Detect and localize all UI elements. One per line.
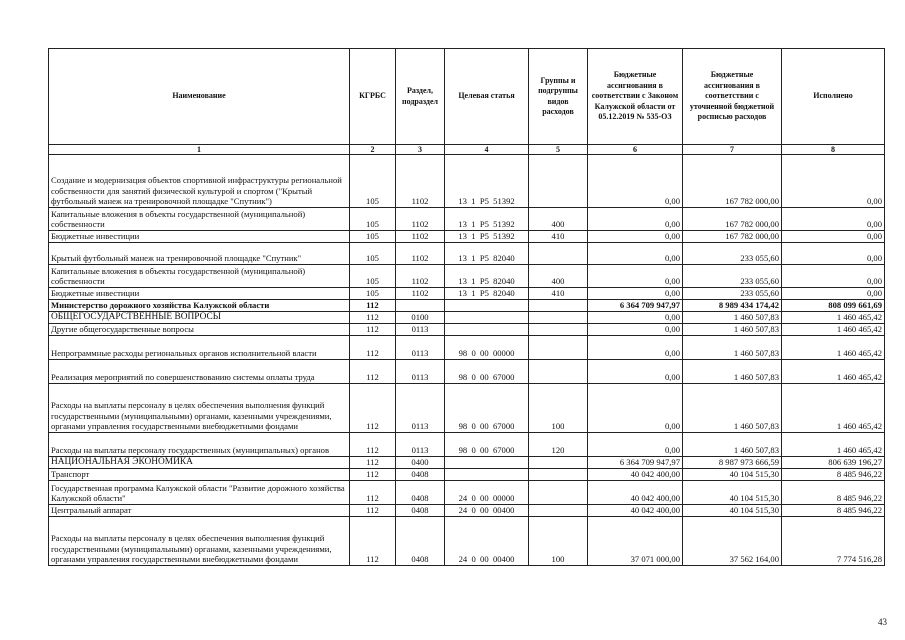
col-number: 2 (350, 145, 396, 155)
cell-target-article: 98 0 00 67000 (445, 360, 529, 384)
cell-razdel: 1102 (396, 288, 445, 300)
cell-name: Транспорт (49, 469, 350, 481)
col-number: 8 (782, 145, 885, 155)
cell-law-amount: 6 364 709 947,97 (588, 300, 683, 312)
cell-kgrbs: 105 (350, 231, 396, 243)
table-row (49, 481, 885, 505)
cell-kgrbs: 105 (350, 288, 396, 300)
cell-executed-amount: 8 485 946,22 (782, 505, 885, 517)
cell-executed-amount: 0,00 (782, 208, 885, 231)
cell-expense-type: 120 (529, 433, 588, 457)
cell-razdel: 0113 (396, 336, 445, 360)
cell-law-amount: 6 364 709 947,97 (588, 457, 683, 469)
cell-kgrbs: 105 (350, 265, 396, 288)
cell-target-article (445, 469, 529, 481)
cell-razdel: 0408 (396, 505, 445, 517)
cell-plan-amount: 1 460 507,83 (683, 433, 782, 457)
cell-razdel: 1102 (396, 208, 445, 231)
cell-plan-amount: 40 104 515,30 (683, 505, 782, 517)
cell-razdel: 0113 (396, 324, 445, 336)
cell-kgrbs: 112 (350, 433, 396, 457)
cell-plan-amount: 233 055,60 (683, 243, 782, 265)
page-number: 43 (878, 617, 887, 627)
column-number-row (49, 145, 885, 155)
cell-razdel: 0113 (396, 360, 445, 384)
cell-expense-type (529, 360, 588, 384)
col-number: 7 (683, 145, 782, 155)
cell-law-amount: 0,00 (588, 384, 683, 433)
cell-executed-amount: 0,00 (782, 265, 885, 288)
cell-law-amount: 40 042 400,00 (588, 469, 683, 481)
cell-executed-amount: 0,00 (782, 155, 885, 208)
cell-executed-amount: 1 460 465,42 (782, 384, 885, 433)
table-row (49, 288, 885, 300)
cell-razdel: 0113 (396, 433, 445, 457)
cell-plan-amount: 8 987 973 666,59 (683, 457, 782, 469)
cell-name: Расходы на выплаты персоналу в целях обеспечения выполнения функций государственными (муниципальными) органами, казенными учреждениями, органами управления государственными внебюджетными фондами (49, 384, 350, 433)
cell-executed-amount: 1 460 465,42 (782, 336, 885, 360)
cell-razdel (396, 300, 445, 312)
cell-kgrbs: 105 (350, 155, 396, 208)
table-row (49, 265, 885, 288)
cell-plan-amount: 37 562 164,00 (683, 517, 782, 566)
cell-plan-amount: 40 104 515,30 (683, 481, 782, 505)
cell-kgrbs: 112 (350, 360, 396, 384)
cell-expense-type: 400 (529, 265, 588, 288)
cell-executed-amount: 0,00 (782, 231, 885, 243)
cell-name: НАЦИОНАЛЬНАЯ ЭКОНОМИКА (49, 457, 350, 469)
col-header-name: Наименование (49, 49, 350, 145)
cell-target-article: 24 0 00 00400 (445, 505, 529, 517)
cell-name: Расходы на выплаты персоналу государственных (муниципальных) органов (49, 433, 350, 457)
cell-target-article: 13 1 P5 51392 (445, 155, 529, 208)
col-header-plan: Бюджетные ассигнования в соответствии с уточненной бюджетной росписью расходов (683, 49, 782, 145)
cell-law-amount: 0,00 (588, 265, 683, 288)
cell-plan-amount: 167 782 000,00 (683, 155, 782, 208)
cell-plan-amount: 167 782 000,00 (683, 208, 782, 231)
cell-target-article: 13 1 P5 82040 (445, 243, 529, 265)
cell-name: Министерство дорожного хозяйства Калужской области (49, 300, 350, 312)
cell-executed-amount: 808 099 661,69 (782, 300, 885, 312)
cell-law-amount: 37 071 000,00 (588, 517, 683, 566)
cell-plan-amount: 1 460 507,83 (683, 384, 782, 433)
cell-expense-type (529, 505, 588, 517)
cell-kgrbs: 112 (350, 481, 396, 505)
cell-target-article (445, 457, 529, 469)
col-header-tsel: Целевая статья (445, 49, 529, 145)
cell-executed-amount: 1 460 465,42 (782, 324, 885, 336)
cell-executed-amount: 0,00 (782, 243, 885, 265)
cell-razdel: 1102 (396, 231, 445, 243)
cell-kgrbs: 112 (350, 517, 396, 566)
cell-law-amount: 0,00 (588, 312, 683, 324)
cell-name: Создание и модернизация объектов спортивной инфраструктуры региональной собственности для занятий физической культурой и спортом ("Крытый футбольный манеж на тренировочной площадке "Спутник") (49, 155, 350, 208)
cell-executed-amount: 0,00 (782, 288, 885, 300)
cell-expense-type: 100 (529, 517, 588, 566)
cell-plan-amount: 233 055,60 (683, 288, 782, 300)
cell-target-article: 98 0 00 00000 (445, 336, 529, 360)
cell-target-article (445, 312, 529, 324)
cell-executed-amount: 1 460 465,42 (782, 433, 885, 457)
cell-law-amount: 0,00 (588, 360, 683, 384)
table-row (49, 384, 885, 433)
cell-law-amount: 40 042 400,00 (588, 505, 683, 517)
cell-law-amount: 0,00 (588, 243, 683, 265)
table-row (49, 243, 885, 265)
cell-kgrbs: 112 (350, 312, 396, 324)
cell-law-amount: 40 042 400,00 (588, 481, 683, 505)
table-row (49, 312, 885, 324)
table-row (49, 469, 885, 481)
table-row (49, 208, 885, 231)
cell-razdel: 0113 (396, 384, 445, 433)
cell-target-article: 13 1 P5 51392 (445, 208, 529, 231)
cell-name: Государственная программа Калужской области "Развитие дорожного хозяйства Калужской области" (49, 481, 350, 505)
col-number: 4 (445, 145, 529, 155)
cell-target-article (445, 300, 529, 312)
cell-plan-amount: 1 460 507,83 (683, 336, 782, 360)
table-row (49, 457, 885, 469)
cell-target-article: 24 0 00 00400 (445, 517, 529, 566)
col-number: 3 (396, 145, 445, 155)
cell-plan-amount: 40 104 515,30 (683, 469, 782, 481)
col-header-law: Бюджетные ассигнования в соответствии с Законом Калужской области от 05.12.2019 № 535-ОЗ (588, 49, 683, 145)
cell-plan-amount: 1 460 507,83 (683, 360, 782, 384)
col-header-done: Исполнено (782, 49, 885, 145)
cell-razdel: 1102 (396, 155, 445, 208)
cell-expense-type (529, 324, 588, 336)
cell-executed-amount: 8 485 946,22 (782, 469, 885, 481)
cell-kgrbs: 105 (350, 208, 396, 231)
cell-expense-type: 400 (529, 208, 588, 231)
cell-executed-amount: 806 639 196,27 (782, 457, 885, 469)
table-row (49, 300, 885, 312)
cell-target-article: 13 1 P5 82040 (445, 288, 529, 300)
cell-name: Расходы на выплаты персоналу в целях обеспечения выполнения функций государственными (муниципальными) органами, казенными учреждениями, органами управления государственными внебюджетными фондами (49, 517, 350, 566)
cell-expense-type (529, 469, 588, 481)
cell-target-article: 98 0 00 67000 (445, 433, 529, 457)
cell-name: Непрограммные расходы региональных органов исполнительной власти (49, 336, 350, 360)
cell-executed-amount: 8 485 946,22 (782, 481, 885, 505)
cell-kgrbs: 112 (350, 469, 396, 481)
cell-name: Бюджетные инвестиции (49, 288, 350, 300)
cell-kgrbs: 105 (350, 243, 396, 265)
cell-plan-amount: 8 989 434 174,42 (683, 300, 782, 312)
cell-kgrbs: 112 (350, 300, 396, 312)
cell-razdel: 1102 (396, 265, 445, 288)
cell-plan-amount: 233 055,60 (683, 265, 782, 288)
cell-name: Другие общегосударственные вопросы (49, 324, 350, 336)
cell-target-article: 13 1 P5 51392 (445, 231, 529, 243)
budget-table (48, 48, 885, 566)
table-row (49, 433, 885, 457)
cell-plan-amount: 1 460 507,83 (683, 312, 782, 324)
table-body (49, 155, 885, 566)
cell-law-amount: 0,00 (588, 336, 683, 360)
cell-expense-type (529, 336, 588, 360)
cell-plan-amount: 1 460 507,83 (683, 324, 782, 336)
cell-razdel: 1102 (396, 243, 445, 265)
cell-kgrbs: 112 (350, 384, 396, 433)
cell-plan-amount: 167 782 000,00 (683, 231, 782, 243)
cell-name: Крытый футбольный манеж на тренировочной площадке "Спутник" (49, 243, 350, 265)
cell-kgrbs: 112 (350, 324, 396, 336)
cell-executed-amount: 1 460 465,42 (782, 312, 885, 324)
cell-name: Капитальные вложения в объекты государственной (муниципальной) собственности (49, 265, 350, 288)
cell-name: Реализация мероприятий по совершенствованию системы оплаты труда (49, 360, 350, 384)
cell-expense-type (529, 312, 588, 324)
col-number: 6 (588, 145, 683, 155)
cell-kgrbs: 112 (350, 457, 396, 469)
cell-name: Бюджетные инвестиции (49, 231, 350, 243)
table-row (49, 517, 885, 566)
cell-razdel: 0400 (396, 457, 445, 469)
cell-law-amount: 0,00 (588, 231, 683, 243)
cell-expense-type: 410 (529, 288, 588, 300)
cell-name: Центральный аппарат (49, 505, 350, 517)
cell-target-article (445, 324, 529, 336)
cell-expense-type: 410 (529, 231, 588, 243)
col-number: 5 (529, 145, 588, 155)
col-number: 1 (49, 145, 350, 155)
cell-executed-amount: 7 774 516,28 (782, 517, 885, 566)
table-row (49, 336, 885, 360)
cell-law-amount: 0,00 (588, 433, 683, 457)
cell-kgrbs: 112 (350, 505, 396, 517)
cell-razdel: 0408 (396, 517, 445, 566)
cell-expense-type (529, 457, 588, 469)
cell-expense-type (529, 155, 588, 208)
cell-razdel: 0408 (396, 481, 445, 505)
cell-law-amount: 0,00 (588, 155, 683, 208)
cell-law-amount: 0,00 (588, 324, 683, 336)
cell-target-article: 98 0 00 67000 (445, 384, 529, 433)
col-header-razdel: Раздел, подраздел (396, 49, 445, 145)
cell-expense-type (529, 300, 588, 312)
cell-expense-type (529, 481, 588, 505)
cell-target-article: 24 0 00 00000 (445, 481, 529, 505)
cell-kgrbs: 112 (350, 336, 396, 360)
cell-law-amount: 0,00 (588, 288, 683, 300)
cell-target-article: 13 1 P5 82040 (445, 265, 529, 288)
table-row (49, 360, 885, 384)
cell-razdel: 0100 (396, 312, 445, 324)
table-row (49, 231, 885, 243)
cell-expense-type (529, 243, 588, 265)
cell-expense-type: 100 (529, 384, 588, 433)
col-header-vid: Группы и подгруппы видов расходов (529, 49, 588, 145)
cell-name: ОБЩЕГОСУДАРСТВЕННЫЕ ВОПРОСЫ (49, 312, 350, 324)
cell-razdel: 0408 (396, 469, 445, 481)
header-row (49, 49, 885, 145)
table-row (49, 324, 885, 336)
cell-law-amount: 0,00 (588, 208, 683, 231)
cell-name: Капитальные вложения в объекты государственной (муниципальной) собственности (49, 208, 350, 231)
table-row (49, 505, 885, 517)
cell-executed-amount: 1 460 465,42 (782, 360, 885, 384)
table-row (49, 155, 885, 208)
col-header-kgrbs: КГРБС (350, 49, 396, 145)
